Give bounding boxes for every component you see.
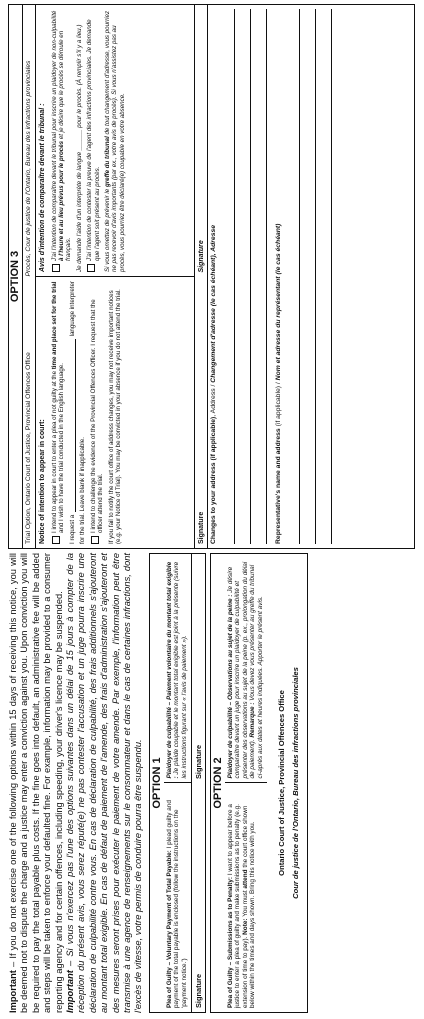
- address-line[interactable]: [235, 9, 251, 544]
- interpreter-request-english: I request a language interpreter: [68, 281, 76, 544]
- option1-signature-label: Signature: [193, 973, 203, 1008]
- checkbox-trial-english[interactable]: I intend to appear in court to enter a plea of not guilty at the time and place set for the trial and I wish to have the trial conducted in the English language.: [51, 281, 66, 544]
- option2-title: OPTION 2: [211, 757, 224, 809]
- option1-signature-row[interactable]: [191, 554, 205, 1012]
- important-french: Important – Si vous n'exercez pas l'une des options suivantes dans un délai de 15 jours à compter de la réception du présent avis, vous serez réputé(e) ne pas contester l'accusation et un juge pourra inscrire une déclaration de culpabilité contre vous. En cas de déclaration de culpabilité, des frais additionnels s'ajouteront au montant total exigible. En cas de défaut de paiement de l'amende, des frais d'administration s'ajouteront et des mesures seront prises pour exécuter le paiement de votre amende. Par exemple, l'information peut être transmise à une agence de renseignements sur le consommateur et dans le cas de certaines infractions, dont l'excès de vitesse, votre permis de conduire pourra être suspendu.: [65, 553, 144, 1013]
- representative-line[interactable]: [316, 9, 332, 544]
- checkbox-icon[interactable]: [91, 536, 99, 544]
- left-panel: [8, 553, 418, 1013]
- checkbox-icon[interactable]: [87, 264, 95, 272]
- option2-english: Plea of Guilty – Submissions as to Penalty: I want to appear before a justice to enter a plea of guilty and make submissions as to penalty (e.g. extension of time to pay). Note: You must attend the court office shown below within the times and days shown. Bring this notice with you.: [226, 804, 257, 1008]
- checkbox-trial-french[interactable]: J'ai l'intention de comparaître devant le tribunal pour inscrire un plaidoyer de non-culpabilité à l'heure et au lieu prévus pour le procès et je désire que le procès se déroule en français.: [51, 9, 73, 272]
- address-line[interactable]: [251, 9, 267, 544]
- option2-box: [210, 553, 308, 1013]
- notice-heading-english: Notice of intention to appear in court:: [39, 419, 46, 544]
- address-line[interactable]: [219, 9, 235, 544]
- important-notice: [8, 553, 145, 1013]
- court-office-french: Cour de justice de l'Ontario, Bureau des infractions provinciales: [290, 667, 300, 899]
- option3-signature-label-fr: Signature: [197, 240, 205, 273]
- address-change-label: Changes to your address (if applicable), Address / Changement d'adresse (le cas échéant), Adresse: [210, 224, 217, 544]
- checkbox-icon[interactable]: [52, 536, 60, 544]
- court-office-english: Ontario Court of Justice, Provincial Offences Office: [276, 690, 286, 876]
- option3-subtitle: [23, 5, 36, 548]
- option2-french: Plaidoyer de culpabilité – Observations au sujet de la peine : Je désire comparaître devant un juge pour inscrire un plaidoyer de culpabilité et présenter des observations au sujet de la peine (p. ex., prolongation du délai de paiement). Remarque : Vous devez vous présenter au greffe du tribunal ci-après aux dates et heures indiquées. Apporter le présent avis.: [225, 554, 267, 784]
- representative-line[interactable]: [300, 9, 316, 544]
- checkbox-officer-english[interactable]: I intend to challenge the evidence of the Provincial Offences Officer. I request that the officer attend the trial.: [90, 281, 105, 544]
- right-panel: [8, 4, 418, 549]
- option3-title: OPTION 3: [9, 5, 23, 548]
- interpreter-language-field[interactable]: [68, 339, 76, 511]
- interpreter-request-french: Je demande l'aide d'un interprète de langue ______ pour le procès. (À remplir s'il y a lieu.): [75, 24, 83, 272]
- important-english: Important – If you do not exercise one of the following options within 15 days of receiving this notice, you will be deemed not to dispute the charge and a justice may enter a conviction against you. Upon conviction you will be required to pay the total payable plus costs. If the fine goes into default, an administrative fee will be added and steps will be taken to enforce your defaulted fine. For example, information may be provided to a consumer reporting agency and for certain offences, including speeding, your driver's licence may be suspended.: [8, 553, 64, 1013]
- option3-signature-label: Signature: [197, 511, 205, 544]
- option1-title: OPTION 1: [150, 757, 163, 809]
- option3-french: [36, 5, 194, 277]
- option3-english: Notice of intention to appear in court: I intend to appear in court to enter a plea of not guilty at the time and place set for the trial and I wish to have the trial conducted in the English language. I request a language interpreter for the trial. Leave blank if inapplicable. I intend to challenge the evidence of the Provincial Offences Officer. I request that the officer attend the trial. If you fail to notify the court office of address changes, you may not receive important notices (e.g. your Notice of Trial). You may be convicted in your absence if you do not attend the trial.: [39, 281, 122, 544]
- representative-label: Representative's name and address (if applicable) / Nom et adresse du représentant (le cas échéant): [275, 223, 282, 544]
- address-notice-french: Si vous omettez de prévenir le greffe du tribunal de tout changement d'adresse, vous pourriez ne pas recevoir d'avis importants (par ex., votre avis de procès). Si vous n'assistez pas au procès, vous pourriez être déclaré(e) coupable en votre absence.: [103, 10, 126, 272]
- option3-signature-row[interactable]: [194, 5, 208, 548]
- option3-box: [8, 4, 415, 549]
- address-notice-english: If you fail to notify the court office of address changes, you may not receive important notices (e.g. your Notice of Trial). You may be convicted in your absence if you do not attend the trial.: [107, 289, 122, 544]
- option1-signature-label-fr: Signature: [193, 744, 203, 779]
- notice-heading-french: Avis d'intention de comparaître devant le tribunal :: [39, 103, 46, 272]
- checkbox-icon[interactable]: [52, 264, 60, 272]
- option3-subtitle-french: Procès, Cour de justice de l'Ontario, Bureau des infractions provinciales: [25, 60, 32, 277]
- option3-subtitle-english: Trial Option, Ontario Court of Justice, Provincial Offences Office: [25, 352, 32, 544]
- option1-english: Plea of Guilty – Voluntary Payment of Total Payable: I plead guilty and payment of the total payable is enclosed (follow the instructions on the 'payment notice.'): [165, 800, 189, 1008]
- option1-french: Plaidoyer de culpabilité – Paiement volontaire du montant total exigible : Je plaide coupable et le montant total exigible est joint à la présente (suivre les instructions figurant sur « l'avis de paiement »).: [164, 554, 191, 784]
- option1-box: [149, 553, 206, 1013]
- checkbox-officer-french[interactable]: J'ai l'intention de contester la preuve de l'agent des infractions provinciales. Je demande que l'agent soit présent au procès.: [86, 9, 101, 272]
- representative-line[interactable]: [284, 9, 300, 544]
